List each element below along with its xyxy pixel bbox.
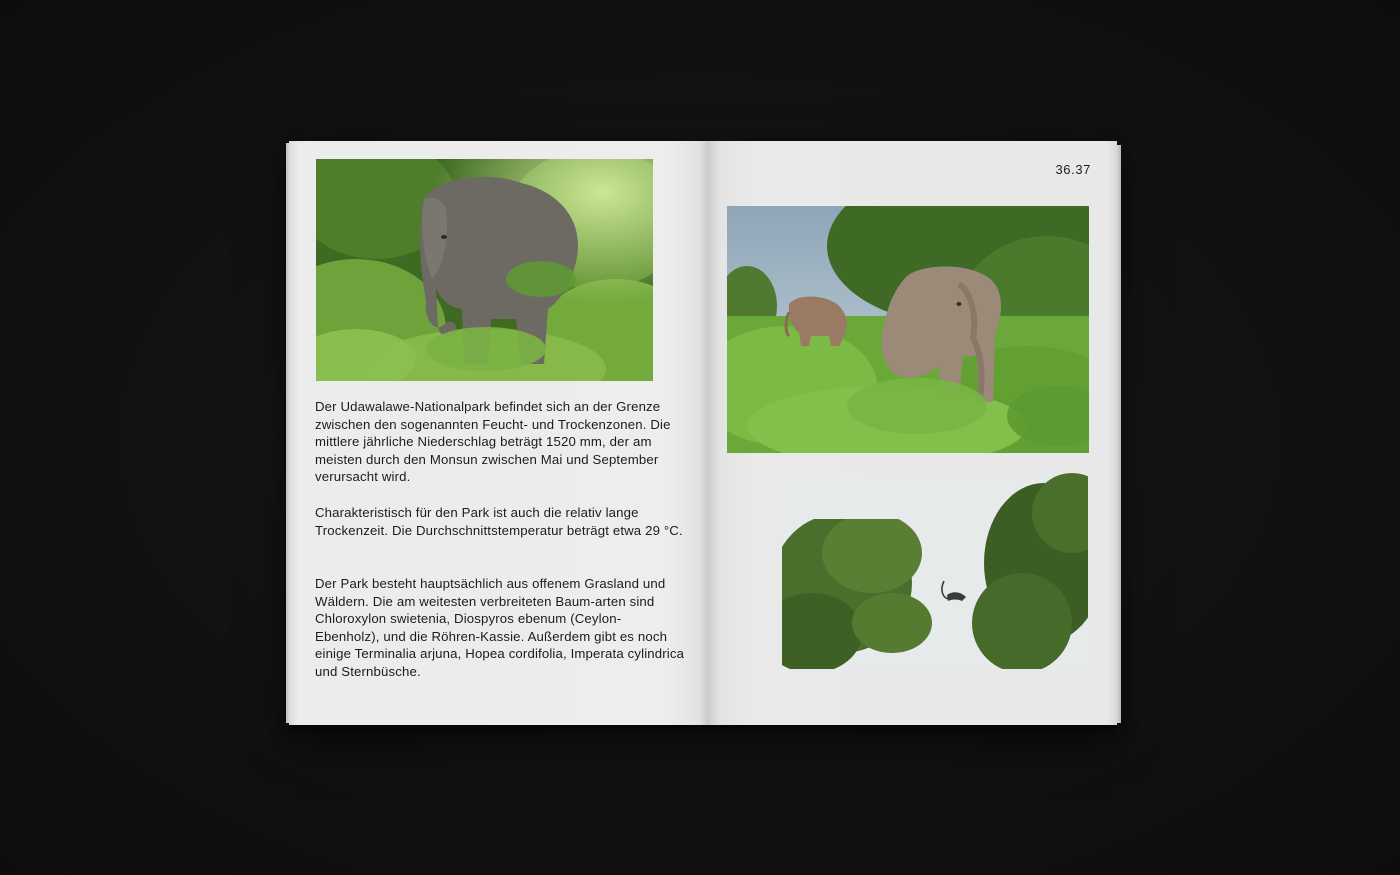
right-page-edges: [1116, 145, 1121, 723]
left-page: [289, 141, 709, 725]
photo-elephants-grassland: [727, 206, 1089, 453]
photo-elephant-in-bushes: [316, 159, 653, 381]
left-page-edges: [286, 143, 290, 723]
page-number: 36.37: [1055, 162, 1091, 177]
paragraph-climate: Der Udawalawe-Nationalpark befindet sich an der Grenze zwischen den sogenannten Feucht- und Trockenzonen. Die mittlere jährliche Niederschlag beträgt 1520 mm, der am meisten durch den Monsun zwischen Mai und September verursacht wird.: [315, 399, 671, 485]
paragraph-vegetation: Der Park besteht hauptsächlich aus offenem Grasland und Wäldern. Die am weitesten verbreiteten Baum-arten sind Chloroxylon swietenia, Diospyros ebenum (Ceylon-Ebenholz), und die Röhren-Kassie. Außerdem gibt es noch einige Terminalia arjuna, Hopea cordifolia, Imperata cylindrica und Sternbüsche.: [315, 576, 685, 679]
right-page: [709, 141, 1117, 725]
photo-monkey-leaping: [782, 473, 1088, 669]
open-book: [289, 141, 1117, 725]
paragraph-dry-season: Charakteristisch für den Park ist auch die relativ lange Trockenzeit. Die Durchschnittstemperatur beträgt etwa 29 °C.: [315, 505, 683, 538]
